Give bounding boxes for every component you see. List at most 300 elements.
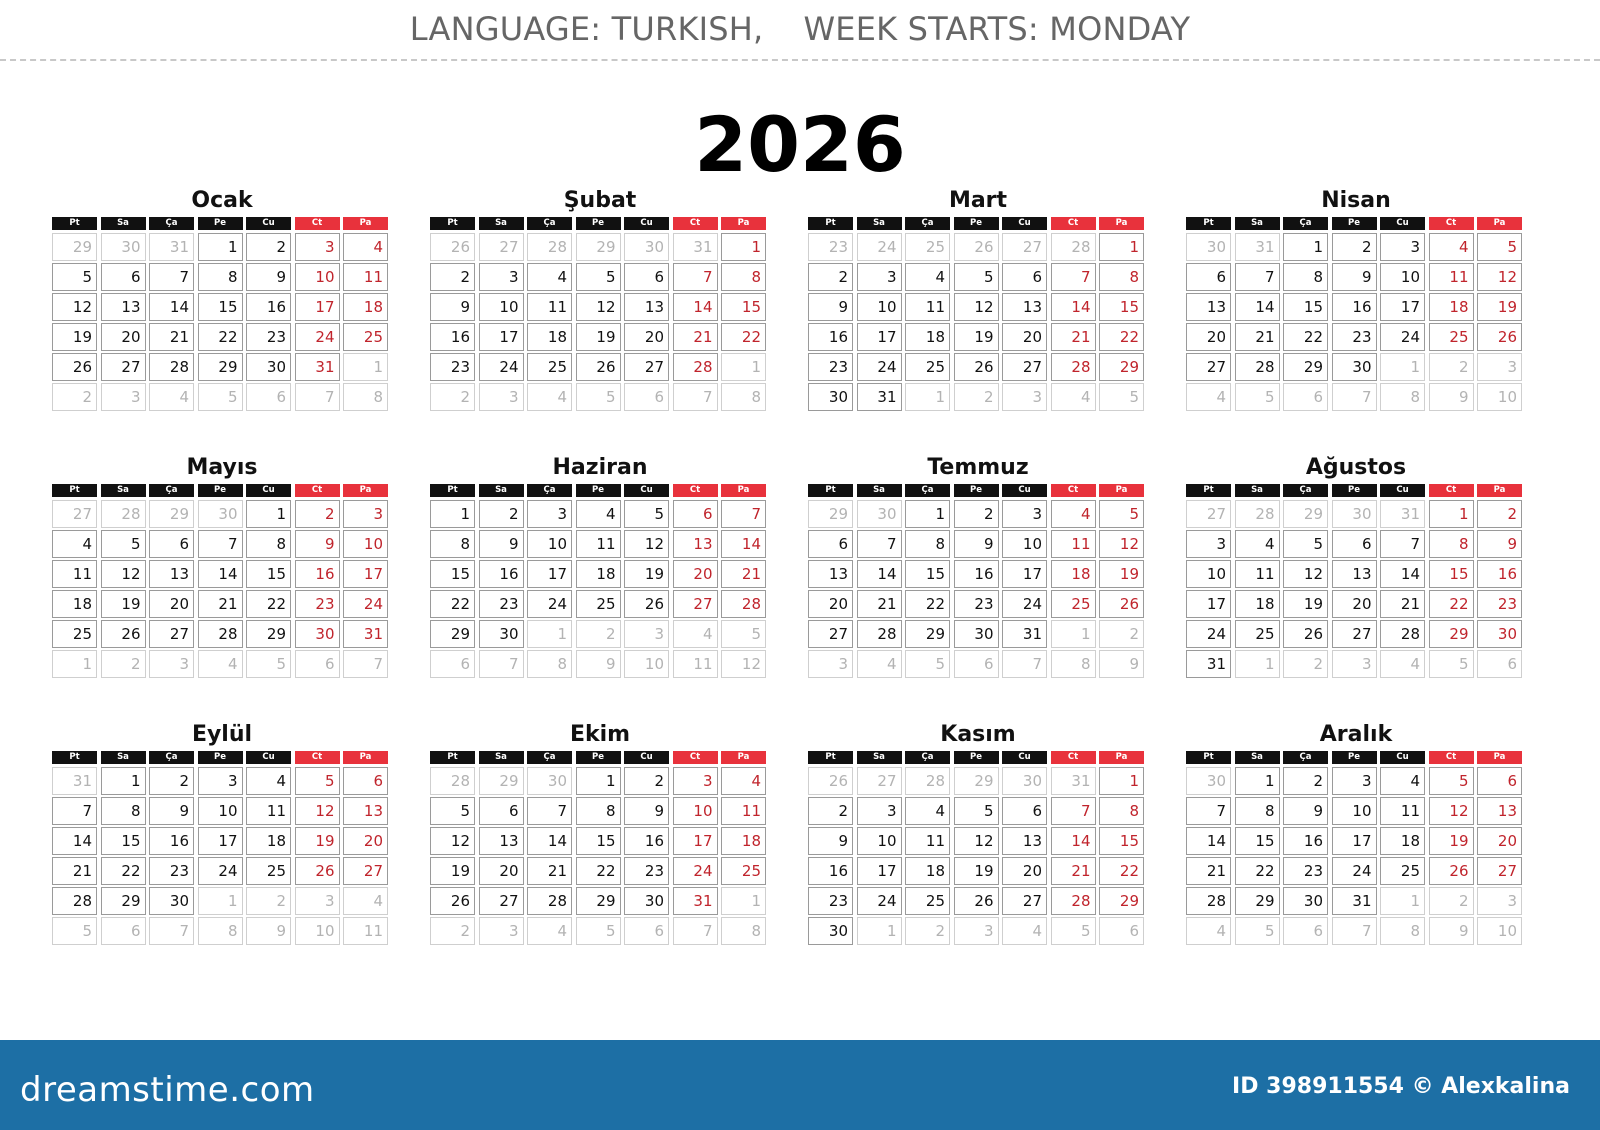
adjacent-month-day-cell: 27 (1002, 233, 1047, 261)
adjacent-month-day-cell: 1 (1380, 353, 1425, 381)
day-cell: 24 (295, 323, 340, 351)
day-cell: 18 (905, 857, 950, 885)
weekday-label: Pa (1099, 484, 1144, 497)
adjacent-month-day-cell: 4 (527, 917, 572, 945)
weekday-label: Ça (149, 484, 194, 497)
month-block (1186, 186, 1526, 411)
day-cell: 24 (527, 590, 572, 618)
adjacent-month-day-cell: 9 (1429, 383, 1474, 411)
day-cell: 17 (1380, 293, 1425, 321)
weekday-label: Sa (101, 751, 146, 764)
week-row (1186, 353, 1526, 381)
day-cell: 10 (527, 530, 572, 558)
day-cell: 4 (52, 530, 97, 558)
week-row (808, 917, 1148, 945)
day-cell: 5 (295, 767, 340, 795)
week-row (52, 650, 392, 678)
day-cell: 19 (1283, 590, 1328, 618)
week-row (52, 887, 392, 915)
adjacent-month-day-cell: 1 (198, 887, 243, 915)
month-name: Eylül (191, 722, 253, 747)
month-block (1186, 453, 1526, 678)
week-row (808, 383, 1148, 411)
day-cell: 1 (905, 500, 950, 528)
day-cell: 2 (808, 263, 853, 291)
day-cell: 26 (1099, 590, 1144, 618)
day-cell: 30 (479, 620, 524, 648)
day-cell: 12 (1283, 560, 1328, 588)
day-cell: 17 (343, 560, 388, 588)
adjacent-month-day-cell: 4 (1186, 917, 1231, 945)
day-cell: 27 (808, 620, 853, 648)
adjacent-month-day-cell: 5 (1235, 917, 1280, 945)
weekday-label: Cu (624, 217, 669, 230)
day-cell: 4 (1429, 233, 1474, 261)
day-cell: 27 (101, 353, 146, 381)
day-cell: 25 (1380, 857, 1425, 885)
adjacent-month-day-cell: 1 (1235, 650, 1280, 678)
adjacent-month-day-cell: 5 (1051, 917, 1096, 945)
day-cell: 26 (1283, 620, 1328, 648)
day-cell: 28 (1380, 620, 1425, 648)
month-block (430, 186, 770, 411)
day-cell: 15 (430, 560, 475, 588)
adjacent-month-day-cell: 6 (624, 383, 669, 411)
weekday-label: Pt (1186, 484, 1231, 497)
day-cell: 13 (343, 797, 388, 825)
day-cell: 15 (198, 293, 243, 321)
adjacent-month-day-cell: 30 (1186, 233, 1231, 261)
week-row (1186, 233, 1526, 261)
day-cell: 8 (430, 530, 475, 558)
day-cell: 16 (1332, 293, 1377, 321)
adjacent-month-day-cell: 29 (576, 233, 621, 261)
day-cell: 23 (246, 323, 291, 351)
day-cell: 6 (1186, 263, 1231, 291)
day-cell: 19 (1477, 293, 1522, 321)
day-cell: 9 (1477, 530, 1522, 558)
day-cell: 8 (721, 263, 766, 291)
day-cell: 13 (673, 530, 718, 558)
day-cell: 11 (527, 293, 572, 321)
day-cell: 1 (246, 500, 291, 528)
adjacent-month-day-cell: 11 (343, 917, 388, 945)
day-cell: 31 (1186, 650, 1231, 678)
week-row (1186, 323, 1526, 351)
day-cell: 22 (905, 590, 950, 618)
day-cell: 13 (624, 293, 669, 321)
day-cell: 23 (1283, 857, 1328, 885)
day-cell: 27 (149, 620, 194, 648)
day-cell: 24 (857, 353, 902, 381)
day-cell: 21 (673, 323, 718, 351)
weekday-label: Pt (808, 484, 853, 497)
day-cell: 19 (1099, 560, 1144, 588)
adjacent-month-day-cell: 6 (954, 650, 999, 678)
day-cell: 21 (721, 560, 766, 588)
month-block (430, 720, 770, 945)
week-row (52, 530, 392, 558)
day-cell: 26 (101, 620, 146, 648)
adjacent-month-day-cell: 5 (721, 620, 766, 648)
day-cell: 22 (1099, 857, 1144, 885)
day-cell: 4 (1051, 500, 1096, 528)
adjacent-month-day-cell: 4 (673, 620, 718, 648)
day-cell: 10 (673, 797, 718, 825)
weekday-header-row (430, 751, 770, 765)
adjacent-month-day-cell: 28 (527, 233, 572, 261)
day-cell: 25 (721, 857, 766, 885)
week-row (430, 767, 770, 795)
day-cell: 23 (1332, 323, 1377, 351)
day-cell: 6 (1477, 767, 1522, 795)
adjacent-month-day-cell: 4 (198, 650, 243, 678)
adjacent-month-day-cell: 30 (1332, 500, 1377, 528)
day-cell: 1 (721, 233, 766, 261)
day-cell: 7 (149, 263, 194, 291)
adjacent-month-day-cell: 7 (1002, 650, 1047, 678)
day-cell: 15 (101, 827, 146, 855)
weekday-label: Pa (343, 217, 388, 230)
day-cell: 2 (430, 263, 475, 291)
day-cell: 11 (905, 827, 950, 855)
weekday-header-row (1186, 217, 1526, 231)
day-cell: 12 (1477, 263, 1522, 291)
month-name: Aralık (1319, 722, 1393, 747)
adjacent-month-day-cell: 2 (1429, 353, 1474, 381)
day-cell: 3 (479, 263, 524, 291)
day-cell: 17 (673, 827, 718, 855)
weekday-label: Pa (1477, 751, 1522, 764)
day-cell: 13 (1332, 560, 1377, 588)
weekday-header-row (52, 484, 392, 498)
weekday-label: Sa (857, 484, 902, 497)
day-cell: 20 (1002, 857, 1047, 885)
day-cell: 25 (905, 353, 950, 381)
adjacent-month-day-cell: 3 (1332, 650, 1377, 678)
adjacent-month-day-cell: 10 (624, 650, 669, 678)
week-row (808, 590, 1148, 618)
day-cell: 23 (149, 857, 194, 885)
week-row (52, 857, 392, 885)
day-cell: 1 (1235, 767, 1280, 795)
month-name: Kasım (940, 722, 1016, 747)
day-cell: 2 (1332, 233, 1377, 261)
week-row (808, 560, 1148, 588)
day-cell: 30 (1283, 887, 1328, 915)
week-row (1186, 767, 1526, 795)
day-cell: 7 (1380, 530, 1425, 558)
day-cell: 7 (721, 500, 766, 528)
day-cell: 14 (1380, 560, 1425, 588)
day-cell: 29 (1429, 620, 1474, 648)
week-row (430, 590, 770, 618)
adjacent-month-day-cell: 3 (101, 383, 146, 411)
day-cell: 10 (857, 293, 902, 321)
day-cell: 17 (857, 323, 902, 351)
weekday-label: Ça (1283, 751, 1328, 764)
month-name: Ocak (191, 188, 253, 213)
adjacent-month-day-cell: 28 (101, 500, 146, 528)
day-cell: 11 (343, 263, 388, 291)
day-cell: 3 (527, 500, 572, 528)
day-cell: 24 (857, 887, 902, 915)
day-cell: 16 (954, 560, 999, 588)
day-cell: 7 (673, 263, 718, 291)
day-cell: 26 (624, 590, 669, 618)
day-cell: 24 (198, 857, 243, 885)
weekday-label: Pe (198, 217, 243, 230)
adjacent-month-day-cell: 1 (1051, 620, 1096, 648)
day-cell: 6 (343, 767, 388, 795)
day-cell: 3 (1332, 767, 1377, 795)
day-cell: 23 (430, 353, 475, 381)
month-block (52, 453, 392, 678)
weekday-label: Pe (576, 217, 621, 230)
day-cell: 11 (52, 560, 97, 588)
adjacent-month-day-cell: 4 (1186, 383, 1231, 411)
day-cell: 26 (1429, 857, 1474, 885)
month-block (808, 186, 1148, 411)
weekday-label: Pt (430, 751, 475, 764)
adjacent-month-day-cell: 1 (905, 383, 950, 411)
weekday-label: Ça (527, 217, 572, 230)
day-cell: 12 (52, 293, 97, 321)
day-cell: 16 (479, 560, 524, 588)
weekday-label: Pt (430, 217, 475, 230)
day-cell: 18 (1429, 293, 1474, 321)
day-cell: 31 (1332, 887, 1377, 915)
adjacent-month-day-cell: 6 (1099, 917, 1144, 945)
adjacent-month-day-cell: 28 (430, 767, 475, 795)
weekday-label: Pt (1186, 217, 1231, 230)
weekday-label: Pa (1477, 217, 1522, 230)
day-cell: 17 (527, 560, 572, 588)
day-cell: 23 (808, 353, 853, 381)
day-cell: 26 (954, 353, 999, 381)
day-cell: 2 (1283, 767, 1328, 795)
top-banner (0, 0, 1600, 58)
adjacent-month-day-cell: 5 (246, 650, 291, 678)
week-row (52, 590, 392, 618)
weekday-label: Cu (1002, 484, 1047, 497)
day-cell: 26 (52, 353, 97, 381)
day-cell: 30 (624, 887, 669, 915)
day-cell: 2 (1477, 500, 1522, 528)
day-cell: 20 (624, 323, 669, 351)
adjacent-month-day-cell: 5 (576, 383, 621, 411)
day-cell: 29 (1283, 353, 1328, 381)
weekday-label: Pe (954, 217, 999, 230)
weekday-label: Ct (1051, 217, 1096, 230)
day-cell: 22 (1429, 590, 1474, 618)
adjacent-month-day-cell: 6 (1283, 917, 1328, 945)
week-row (1186, 500, 1526, 528)
adjacent-month-day-cell: 28 (1051, 233, 1096, 261)
day-cell: 18 (343, 293, 388, 321)
adjacent-month-day-cell: 31 (52, 767, 97, 795)
adjacent-month-day-cell: 7 (673, 383, 718, 411)
week-start-label: WEEK STARTS: MONDAY (803, 10, 1191, 48)
weekday-label: Sa (479, 217, 524, 230)
day-cell: 13 (101, 293, 146, 321)
day-cell: 10 (295, 263, 340, 291)
day-cell: 3 (857, 797, 902, 825)
week-row (52, 797, 392, 825)
weekday-label: Pt (808, 217, 853, 230)
day-cell: 14 (198, 560, 243, 588)
adjacent-month-day-cell: 4 (343, 887, 388, 915)
adjacent-month-day-cell: 27 (1186, 500, 1231, 528)
day-cell: 22 (101, 857, 146, 885)
adjacent-month-day-cell: 7 (479, 650, 524, 678)
adjacent-month-day-cell: 9 (1429, 917, 1474, 945)
weekday-label: Pa (343, 751, 388, 764)
week-row (430, 620, 770, 648)
week-row (1186, 530, 1526, 558)
adjacent-month-day-cell: 25 (905, 233, 950, 261)
adjacent-month-day-cell: 9 (1099, 650, 1144, 678)
day-cell: 3 (673, 767, 718, 795)
day-cell: 13 (808, 560, 853, 588)
day-cell: 5 (954, 797, 999, 825)
weekday-label: Pe (1332, 751, 1377, 764)
weekday-label: Pt (430, 484, 475, 497)
day-cell: 18 (721, 827, 766, 855)
adjacent-month-day-cell: 5 (1429, 650, 1474, 678)
week-row (808, 857, 1148, 885)
week-row (430, 827, 770, 855)
month-block (808, 720, 1148, 945)
day-cell: 20 (1002, 323, 1047, 351)
day-cell: 3 (343, 500, 388, 528)
day-cell: 16 (246, 293, 291, 321)
adjacent-month-day-cell: 31 (673, 233, 718, 261)
day-cell: 25 (527, 353, 572, 381)
day-cell: 17 (857, 857, 902, 885)
weekday-label: Pa (1099, 217, 1144, 230)
day-cell: 5 (1477, 233, 1522, 261)
day-cell: 22 (198, 323, 243, 351)
adjacent-month-day-cell: 10 (295, 917, 340, 945)
day-cell: 4 (576, 500, 621, 528)
week-row (808, 767, 1148, 795)
image-credit: ID 398911554 © Alexkalina (1232, 1074, 1570, 1099)
day-cell: 3 (1002, 500, 1047, 528)
adjacent-month-day-cell: 6 (1477, 650, 1522, 678)
day-cell: 1 (198, 233, 243, 261)
week-row (430, 383, 770, 411)
day-cell: 26 (295, 857, 340, 885)
adjacent-month-day-cell: 3 (149, 650, 194, 678)
weekday-label: Pt (52, 484, 97, 497)
day-cell: 26 (576, 353, 621, 381)
week-row (808, 797, 1148, 825)
day-cell: 25 (1051, 590, 1096, 618)
adjacent-month-day-cell: 3 (624, 620, 669, 648)
day-cell: 29 (430, 620, 475, 648)
adjacent-month-day-cell: 5 (198, 383, 243, 411)
day-cell: 5 (576, 263, 621, 291)
weekday-label: Pa (721, 217, 766, 230)
weekday-label: Cu (246, 751, 291, 764)
week-row (430, 353, 770, 381)
day-cell: 15 (721, 293, 766, 321)
day-cell: 28 (721, 590, 766, 618)
day-cell: 5 (1429, 767, 1474, 795)
day-cell: 27 (1002, 353, 1047, 381)
adjacent-month-day-cell: 6 (430, 650, 475, 678)
day-cell: 28 (527, 887, 572, 915)
day-cell: 8 (101, 797, 146, 825)
day-cell: 20 (1477, 827, 1522, 855)
week-row (1186, 263, 1526, 291)
adjacent-month-day-cell: 24 (857, 233, 902, 261)
day-cell: 20 (149, 590, 194, 618)
week-row (430, 530, 770, 558)
week-row (430, 233, 770, 261)
day-cell: 6 (1332, 530, 1377, 558)
day-cell: 6 (673, 500, 718, 528)
weekday-label: Pe (1332, 217, 1377, 230)
week-row (1186, 560, 1526, 588)
weekday-header-row (430, 217, 770, 231)
day-cell: 28 (1186, 887, 1231, 915)
day-cell: 8 (1429, 530, 1474, 558)
adjacent-month-day-cell: 8 (527, 650, 572, 678)
day-cell: 23 (295, 590, 340, 618)
adjacent-month-day-cell: 2 (101, 650, 146, 678)
adjacent-month-day-cell: 9 (246, 917, 291, 945)
adjacent-month-day-cell: 2 (430, 383, 475, 411)
week-row (430, 887, 770, 915)
day-cell: 18 (52, 590, 97, 618)
day-cell: 15 (1099, 293, 1144, 321)
day-cell: 26 (954, 887, 999, 915)
day-cell: 19 (954, 323, 999, 351)
day-cell: 5 (430, 797, 475, 825)
day-cell: 13 (1002, 827, 1047, 855)
site-logo: dreamstime.com (20, 1070, 315, 1110)
day-cell: 15 (1283, 293, 1328, 321)
week-row (52, 827, 392, 855)
day-cell: 6 (149, 530, 194, 558)
weekday-label: Sa (101, 217, 146, 230)
weekday-label: Ça (527, 751, 572, 764)
day-cell: 23 (954, 590, 999, 618)
day-cell: 2 (808, 797, 853, 825)
adjacent-month-day-cell: 6 (101, 917, 146, 945)
weekday-label: Sa (479, 751, 524, 764)
day-cell: 11 (1051, 530, 1096, 558)
adjacent-month-day-cell: 3 (1477, 887, 1522, 915)
day-cell: 16 (1283, 827, 1328, 855)
week-row (430, 560, 770, 588)
weekday-label: Ct (295, 484, 340, 497)
weekday-label: Ct (673, 217, 718, 230)
day-cell: 14 (673, 293, 718, 321)
adjacent-month-day-cell: 4 (149, 383, 194, 411)
adjacent-month-day-cell: 8 (721, 383, 766, 411)
weekday-label: Ct (1429, 484, 1474, 497)
weekday-label: Cu (1380, 484, 1425, 497)
day-cell: 10 (1002, 530, 1047, 558)
adjacent-month-day-cell: 8 (1380, 383, 1425, 411)
week-row (1186, 620, 1526, 648)
adjacent-month-day-cell: 29 (1283, 500, 1328, 528)
adjacent-month-day-cell: 4 (1380, 650, 1425, 678)
weekday-label: Ct (295, 217, 340, 230)
